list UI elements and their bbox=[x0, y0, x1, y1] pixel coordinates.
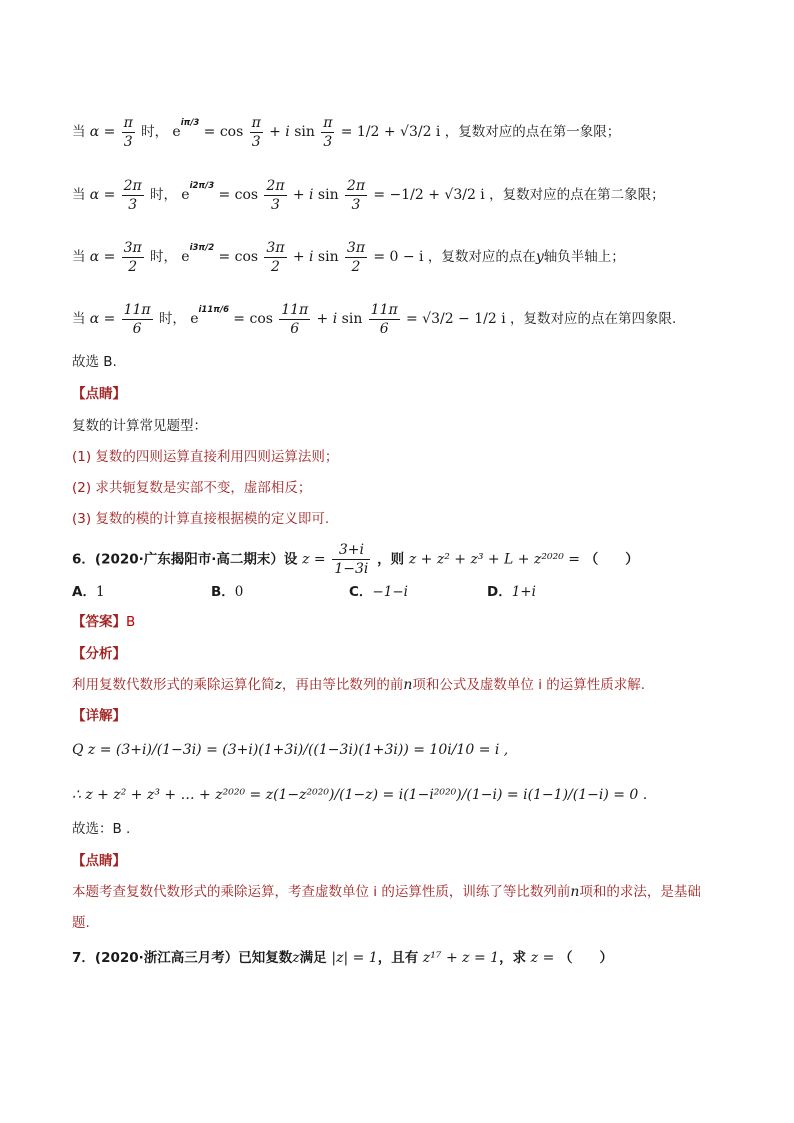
q6-fraction: $\frac{3+i}{1-3i}$ bbox=[334, 542, 369, 577]
choice-d: D．1+i bbox=[487, 584, 536, 600]
answer-paren: （ ） bbox=[584, 551, 639, 568]
equals: = bbox=[103, 124, 116, 140]
detail-line-1: Q z = (3+i)/(1−3i) = (3+i)(1+3i)/((1−3i)(1+3i)) = 10i/10 = i , bbox=[72, 742, 509, 758]
case-shi: 时， bbox=[141, 124, 169, 140]
case-pre: 当 bbox=[72, 124, 86, 140]
case-line-1: 当 α = $\frac{\pi}{3}$ 时， $e^{i\pi/3} = \cos$ $\frac{\pi}{3}$ + i sin $\frac{\pi}{3}$ = 1/2 + √3/2 i ，复数对应的点在第一象限； bbox=[72, 114, 621, 150]
equation-expression: z¹⁷ + z = 1 bbox=[422, 950, 500, 966]
question-7-stem: 7．(2020·浙江高三月考）已知复数z满足 |z| = 1，且有 z¹⁷ + z = 1，求 z = （ ） bbox=[72, 950, 614, 966]
comment-line-1: 本题考查复数代数形式的乘除运算，考查虚数单位 i 的运算性质，训练了等比数列前n项和的求法，是基础 bbox=[72, 884, 701, 900]
dianjing-heading-1: 【点睛】 bbox=[72, 386, 126, 402]
question-6-label: 6．(2020·广东揭阳市·高二期末）设 bbox=[72, 551, 298, 568]
choice-b: B．0 bbox=[211, 584, 244, 600]
select-line-2: 故选：B . bbox=[72, 821, 131, 837]
question-6-stem: 6．(2020·广东揭阳市·高二期末）设 z = $\frac{3+i}{1-3i}$ ，则 z + z² + z³ + L + z²⁰²⁰ = （ ） bbox=[72, 542, 639, 577]
answer-line bbox=[72, 612, 135, 632]
case-result: = 1/2 + √3/2 i bbox=[340, 124, 441, 140]
choice-c: C．−1−i bbox=[349, 584, 408, 600]
comment-line-2: 题. bbox=[72, 915, 90, 931]
summary-item-1: (1) 复数的四则运算直接利用四则运算法则； bbox=[72, 449, 339, 465]
z-expression: z = bbox=[302, 551, 326, 568]
y-symbol: y bbox=[535, 249, 544, 265]
exp-sup: iπ/3 bbox=[180, 118, 200, 128]
alpha-fraction: $\frac{\pi}{3}$ bbox=[123, 114, 133, 150]
abs-expression: |z| = 1 bbox=[331, 950, 378, 966]
answer-label: 【答案】 bbox=[72, 614, 126, 630]
sum-expression: z + z² + z³ + L + z²⁰²⁰ = bbox=[408, 551, 580, 568]
alpha-symbol: α bbox=[89, 124, 100, 140]
case-post: ，复数对应的点在第一象限； bbox=[444, 124, 621, 140]
summary-item-3: (3) 复数的模的计算直接根据模的定义即可. bbox=[72, 511, 330, 527]
summary-title: 复数的计算常见题型： bbox=[72, 418, 207, 434]
detail-line-2: ∴ z + z² + z³ + … + z²⁰²⁰ = z(1−z²⁰²⁰)/(1−z) = i(1−i²⁰²⁰)/(1−i) = i(1−1)/(1−i) = 0 . bbox=[72, 787, 648, 803]
analysis-text: 利用复数代数形式的乘除运算化简z，再由等比数列的前n项和公式及虚数单位 i 的运算性质求解. bbox=[72, 677, 646, 693]
answer-paren-7: （ ） bbox=[559, 950, 614, 966]
case-line-3: 当 α = $\frac{3\pi}{2}$ 时， $e^{i3\pi/2} = \cos$ $\frac{3\pi}{2}$ + i sin $\frac{3\pi}{2}$ = 0 − i ，复数对应的点在y轴负半轴上； bbox=[72, 239, 625, 275]
select-line: 故选 B. bbox=[72, 354, 117, 370]
choice-a: A．1 bbox=[72, 584, 105, 600]
summary-item-2: (2) 求共轭复数是实部不变，虚部相反； bbox=[72, 480, 312, 496]
answer-value: B bbox=[126, 614, 136, 630]
analysis-heading: 【分析】 bbox=[72, 646, 126, 662]
detail-heading: 【详解】 bbox=[72, 708, 126, 724]
case-line-2: 当 α = $\frac{2\pi}{3}$ 时， $e^{i2\pi/3} = \cos$ $\frac{2\pi}{3}$ + i sin $\frac{2\pi}{3}$ = −1/2 + √3/2 i ，复数对应的点在第二象限； bbox=[72, 177, 665, 213]
case-line-4: 当 α = $\frac{11\pi}{6}$ 时， $e^{i11\pi/6} = \cos$ $\frac{11\pi}{6}$ + i sin $\frac{11\pi}{6}$ = √3/2 − 1/2 i ，复数对应的点在第四象限. bbox=[72, 301, 677, 337]
dianjing-heading-2: 【点睛】 bbox=[72, 853, 126, 869]
question-7-label: 7．(2020·浙江高三月考）已知复数 bbox=[72, 950, 293, 966]
